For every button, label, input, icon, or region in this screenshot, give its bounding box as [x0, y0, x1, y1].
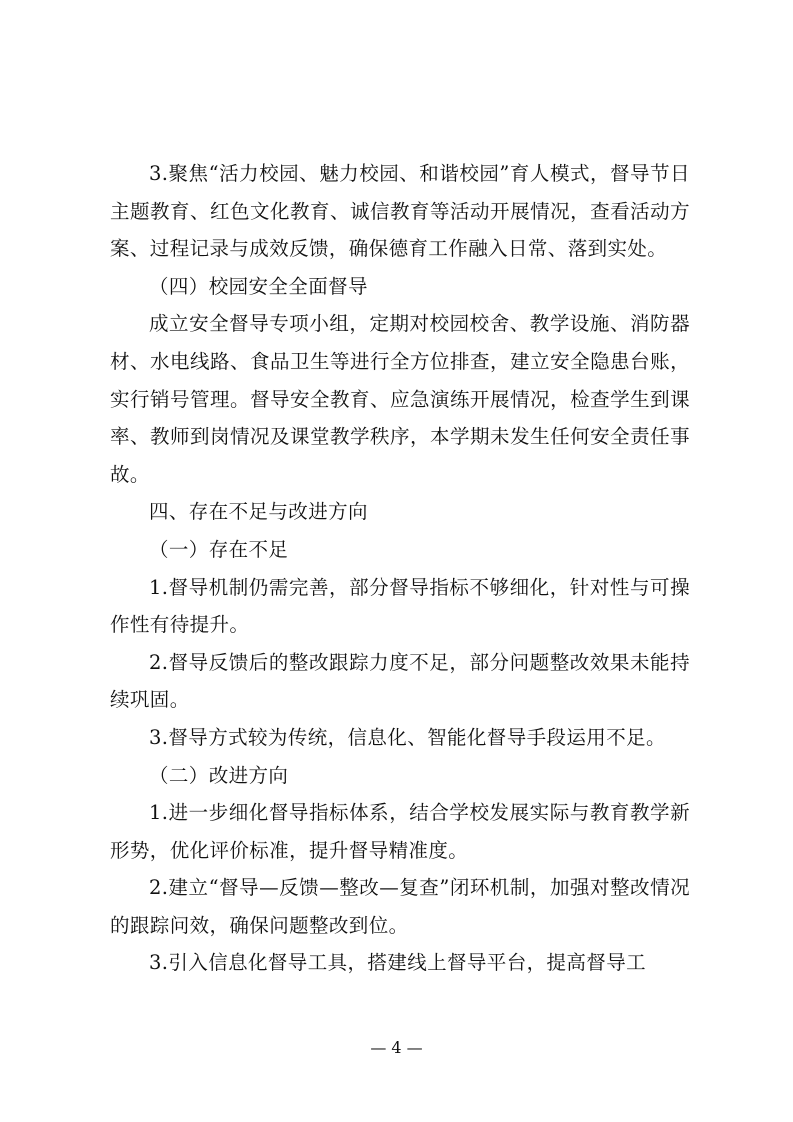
paragraph-shortcoming-1: 1.督导机制仍需完善，部分督导指标不够细化，针对性与可操作性有待提升。 — [110, 575, 690, 637]
paragraph-shortcoming-2: 2.督导反馈后的整改跟踪力度不足，部分问题整改效果未能持续巩固。 — [110, 650, 690, 712]
paragraph-safety-inspection: 成立安全督导专项小组，定期对校园校舍、教学设施、消防器材、水电线路、食品卫生等进行全方位排查，建立安全隐患台账，实行销号管理。督导安全教育、应急演练开展情况，检查学生到课率、教师到岗情况及课堂教学秩序，本学期未发生任何安全责任事故。 — [110, 312, 690, 486]
page-number: — 4 — — [370, 1038, 423, 1057]
paragraph-improvement-2: 2.建立“督导—反馈—整改—复查”闭环机制，加强对整改情况的跟踪问效，确保问题整改到位。 — [110, 876, 690, 937]
paragraph-focus-campus-models: 3.聚焦“活力校园、魅力校园、和谐校园”育人模式，督导节日主题教育、红色文化教育、诚信教育等活动开展情况，查看活动方案、过程记录与成效反馈，确保德育工作融入日常、落到实处。 — [110, 162, 690, 261]
chapter-heading-shortcomings: 四、存在不足与改进方向 — [149, 500, 368, 524]
paragraph-shortcoming-3: 3.督导方式较为传统，信息化、智能化督导手段运用不足。 — [149, 725, 666, 749]
section-heading-improvement: （二）改进方向 — [149, 763, 289, 787]
paragraph-improvement-1: 1.进一步细化督导指标体系，结合学校发展实际与教育教学新形势，优化评价标准，提升督导精准度。 — [110, 801, 690, 862]
section-heading-shortcomings: （一）存在不足 — [149, 537, 289, 561]
document-body — [110, 155, 690, 982]
section-heading-campus-safety: （四）校园安全全面督导 — [149, 274, 368, 298]
paragraph-improvement-3: 3.引入信息化督导工具，搭建线上督导平台，提高督导工 — [149, 951, 647, 975]
